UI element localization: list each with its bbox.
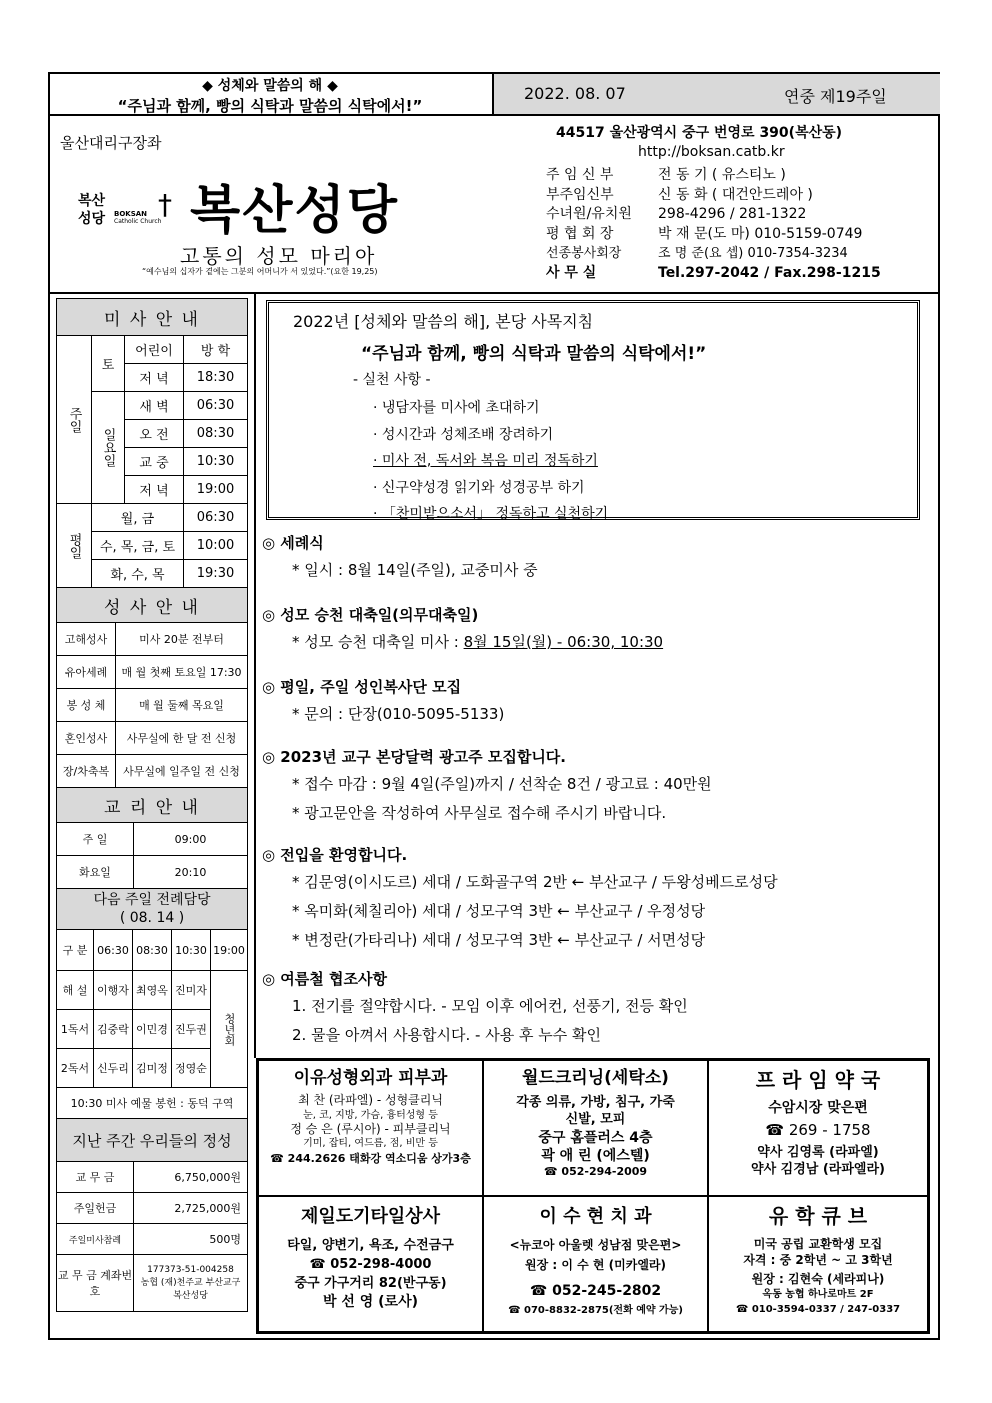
notice-assumption bbox=[262, 604, 926, 676]
sacrament-value: 사무실에 일주일 전 신청 bbox=[116, 755, 248, 788]
ad-line: ☎ 269 - 1758 bbox=[765, 1121, 871, 1140]
mass-name: 교 중 bbox=[125, 448, 184, 476]
offering-name: 교 무 금 bbox=[57, 1162, 134, 1193]
mass-name: 새 벽 bbox=[125, 392, 184, 420]
notice-summer bbox=[262, 968, 926, 1048]
ads-grid bbox=[256, 1058, 930, 1334]
ad-plastic-surgery bbox=[258, 1060, 483, 1196]
weekday-time: 19:30 bbox=[184, 560, 248, 588]
ad-line: 기미, 잡티, 여드름, 점, 비만 등 bbox=[303, 1138, 438, 1150]
ad-cleaning bbox=[483, 1060, 708, 1196]
liturgy-header: 10:30 bbox=[172, 930, 211, 971]
liturgy-person: 신두리 bbox=[94, 1049, 133, 1088]
liturgy-person: 이민경 bbox=[133, 1010, 172, 1049]
liturgy-date: ( 08. 14 ) bbox=[119, 910, 185, 926]
ad-name: 유 학 큐 브 bbox=[768, 1204, 868, 1228]
mass-time: 08:30 bbox=[184, 420, 248, 448]
ad-line: ☎ 052-294-2009 bbox=[543, 1165, 648, 1179]
ad-line: ☎ 010-3594-0337 / 247-0337 bbox=[735, 1303, 901, 1315]
ad-dental bbox=[483, 1196, 708, 1332]
offering-table bbox=[56, 1118, 248, 1312]
cross-icon: † bbox=[158, 188, 172, 221]
patron: 고통의 성모 마리아 bbox=[180, 244, 378, 268]
offering-value: 500명 bbox=[134, 1224, 248, 1255]
contact-value: 신 동 화 ( 대건안드레아 ) bbox=[658, 186, 813, 203]
contact-value: 298-4296 / 281-1322 bbox=[658, 206, 807, 222]
website-link[interactable]: http://boksan.catb.kr bbox=[638, 144, 785, 160]
liturgy-role: 해 설 bbox=[57, 971, 94, 1010]
notice-title: ◎ 세례식 bbox=[262, 534, 324, 552]
catechism-time: 20:10 bbox=[134, 856, 248, 889]
saturday-label: 토 bbox=[92, 336, 125, 392]
ad-line: 정 승 은 (루시아) - 피부클리닉 bbox=[290, 1121, 451, 1136]
notice-line: * 김문영(이시도르) 세대 / 도화골구역 2반 ← 부산교구 / 두왕성베드로성당 bbox=[292, 873, 778, 891]
ad-line: 자격 : 중 2학년 ~ 고 3학년 bbox=[743, 1252, 893, 1267]
liturgy-person: 이행자 bbox=[94, 971, 133, 1010]
ad-line: 약사 김영록 (라파엘) bbox=[757, 1144, 879, 1160]
masthead bbox=[50, 116, 938, 294]
pastoral-item: · 성시간과 성체조배 장려하기 bbox=[373, 426, 554, 443]
notice-baptism bbox=[262, 532, 926, 604]
ad-line: 원장 : 김현숙 (세라피나) bbox=[751, 1272, 885, 1287]
liturgy-header: 08:30 bbox=[133, 930, 172, 971]
notice-calendar-ads bbox=[262, 746, 926, 844]
contact-value: 박 재 문(도 마) 010-5159-0749 bbox=[658, 225, 863, 242]
liturgy-header: 06:30 bbox=[94, 930, 133, 971]
weekday-name: 월, 금 bbox=[92, 504, 184, 532]
liturgy-title bbox=[57, 889, 248, 930]
ad-line: 옥동 농협 하나로마트 2F bbox=[762, 1288, 874, 1300]
offering-value: 2,725,000원 bbox=[134, 1193, 248, 1224]
catechism-table bbox=[56, 787, 248, 889]
pastoral-item: · 냉담자를 미사에 초대하기 bbox=[373, 400, 540, 416]
logo bbox=[78, 190, 178, 232]
notice-title: ◎ 전입을 환영합니다. bbox=[262, 846, 408, 864]
weekday-label: 평일 bbox=[57, 504, 92, 588]
mass-title: 미 사 안 내 bbox=[57, 299, 248, 336]
ad-line: ☎ 052-298-4000 bbox=[309, 1257, 432, 1273]
ad-name: 월드크리닝(세탁소) bbox=[522, 1068, 669, 1088]
notice-line bbox=[292, 631, 926, 652]
mass-time: 10:30 bbox=[184, 448, 248, 476]
sunday-label: 주일 bbox=[57, 336, 92, 504]
sacrament-name: 장/차축복 bbox=[57, 755, 116, 788]
pastoral-item: · 신구약성경 읽기와 성경공부 하기 bbox=[373, 479, 585, 496]
logo-small-2: 성당 bbox=[78, 211, 106, 227]
sacrament-name: 봉 성 체 bbox=[57, 689, 116, 722]
liturgy-person: 진두권 bbox=[172, 1010, 211, 1049]
contact-row bbox=[546, 184, 936, 204]
sacrament-name: 고해성사 bbox=[57, 623, 116, 656]
account-line: 177373-51-004258 bbox=[147, 1264, 234, 1275]
banner-date-box bbox=[492, 74, 940, 114]
contact-role: 선종봉사회장 bbox=[546, 246, 622, 261]
youth-group: 청년회 bbox=[211, 971, 248, 1088]
offering-name: 주일헌금 bbox=[57, 1193, 134, 1224]
sacrament-value: 미사 20분 전부터 bbox=[116, 623, 248, 656]
contact-role: 부주임신부 bbox=[546, 186, 614, 203]
notice-line-label: * 성모 승천 대축일 미사 : bbox=[292, 633, 464, 651]
notice-title: ◎ 2023년 교구 본당달력 광고주 모집합니다. bbox=[262, 748, 566, 766]
banner bbox=[50, 74, 938, 116]
offering-title: 지난 주간 우리들의 정성 bbox=[57, 1119, 248, 1162]
ad-line: ☎ 052-245-2802 bbox=[529, 1282, 662, 1299]
pastoral-motto: “주님과 함께, 빵의 식탁과 말씀의 식탁에서!” bbox=[361, 344, 707, 364]
notice-welcome bbox=[262, 844, 926, 968]
contact-row bbox=[546, 242, 936, 262]
notice-line: * 접수 마감 : 9월 4일(주일)까지 / 선착순 8건 / 광고료 : 40만원 bbox=[292, 775, 712, 793]
ad-line: 눈, 코, 지방, 가슴, 흉터성형 등 bbox=[303, 1109, 438, 1121]
mass-name: 저 녁 bbox=[125, 476, 184, 504]
pastoral-item: · 「찬미받으소서」 정독하고 실천하기 bbox=[373, 506, 609, 522]
motto: “주님과 함께, 빵의 식탁과 말씀의 식탁에서!” bbox=[117, 97, 423, 115]
notice-title: ◎ 여름철 협조사항 bbox=[262, 970, 387, 988]
pastoral-items bbox=[373, 395, 608, 528]
sacrament-title: 성 사 안 내 bbox=[57, 588, 248, 623]
contact-row bbox=[546, 223, 936, 243]
liturgy-person: 진미자 bbox=[172, 971, 211, 1010]
ad-line: ☎ 244.2626 태화강 역소디움 상가3층 bbox=[270, 1152, 471, 1166]
notice-title: ◎ 평일, 주일 성인복사단 모집 bbox=[262, 678, 462, 696]
notice-line: 1. 전기를 절약합시다. - 모임 이후 에어컨, 선풍기, 전등 확인 bbox=[292, 997, 688, 1015]
mass-name: 저 녁 bbox=[125, 364, 184, 392]
contacts bbox=[546, 164, 936, 281]
ad-line: 각종 의류, 가방, 침구, 가죽 bbox=[516, 1095, 675, 1111]
notices bbox=[262, 532, 926, 1048]
liturgy-table bbox=[56, 888, 248, 1119]
ad-pharmacy bbox=[708, 1060, 928, 1196]
mass-time: 19:00 bbox=[184, 476, 248, 504]
notice-line: * 문의 : 단장(010-5095-5133) bbox=[292, 705, 505, 723]
sacrament-value: 매 월 둘째 목요일 bbox=[116, 689, 248, 722]
notice-line: * 변정란(가타리나) 세대 / 성모구역 3반 ← 부산교구 / 서면성당 bbox=[292, 931, 706, 949]
weekday-time: 10:00 bbox=[184, 532, 248, 560]
contact-row bbox=[546, 164, 936, 184]
diocese: 울산대리구장좌 bbox=[60, 134, 162, 152]
notice-altar-servers bbox=[262, 676, 926, 746]
liturgy-note: 10:30 미사 예물 봉헌 : 동덕 구역 bbox=[57, 1088, 248, 1119]
pastoral-subtitle: - 실천 사항 - bbox=[353, 372, 431, 388]
ad-line: <뉴코아 아울렛 성남점 맞은편> bbox=[509, 1238, 682, 1253]
catechism-title: 교 리 안 내 bbox=[57, 788, 248, 823]
column-divider bbox=[254, 292, 256, 1058]
contact-role: 평 협 회 장 bbox=[546, 225, 614, 242]
contact-value: Tel.297-2042 / Fax.298-1215 bbox=[658, 264, 881, 281]
sacrament-table bbox=[56, 587, 248, 788]
liturgy-person: 정영순 bbox=[172, 1049, 211, 1088]
account-label: 교 무 금 계좌번호 bbox=[57, 1255, 134, 1312]
contact-value: 전 동 기 ( 유스티노 ) bbox=[658, 167, 786, 183]
weekday-name: 화, 수, 목 bbox=[92, 560, 184, 588]
pastoral-title: 2022년 [성체와 말씀의 해], 본당 사목지침 bbox=[293, 312, 594, 331]
ad-name: 이유성형외과 피부과 bbox=[293, 1068, 448, 1088]
contact-value: 조 명 준(요 셉) 010-7354-3234 bbox=[658, 246, 848, 261]
quote: “예수님의 십자가 곁에는 그분의 어머니가 서 있었다.”(요한 19,25) bbox=[142, 267, 378, 276]
ad-line: 박 선 영 (로사) bbox=[322, 1294, 419, 1311]
contact-role: 수녀원/유치원 bbox=[546, 206, 632, 222]
sacrament-name: 유아세례 bbox=[57, 656, 116, 689]
ad-name: 프 라 임 약 국 bbox=[755, 1068, 881, 1092]
ad-line: 곽 애 린 (에스텔) bbox=[541, 1148, 650, 1165]
account-line: 복산성당 bbox=[173, 1290, 208, 1301]
notice-line: 2. 물을 아껴서 사용합시다. - 사용 후 누수 확인 bbox=[292, 1026, 601, 1044]
catechism-name: 화요일 bbox=[57, 856, 134, 889]
parish-name: 복산성당 bbox=[190, 181, 399, 241]
liturgy-title-text: 다음 주일 전례담당 bbox=[93, 892, 211, 908]
ad-line: 미국 공립 교환학생 모집 bbox=[753, 1237, 883, 1251]
account-line: 농협 (재)천주교 부산교구 bbox=[140, 1277, 241, 1288]
liturgical-week: 연중 제19주일 bbox=[784, 87, 887, 106]
liturgy-header: 구 분 bbox=[57, 930, 94, 971]
mass-name: 오 전 bbox=[125, 420, 184, 448]
notice-line: * 광고문안을 작성하여 사무실로 접수해 주시기 바랍니다. bbox=[292, 804, 667, 822]
notice-line: * 옥미화(체칠리아) 세대 / 성모구역 3반 ← 부산교구 / 우정성당 bbox=[292, 902, 706, 920]
ad-line: 원장 : 이 수 현 (미카엘라) bbox=[525, 1257, 666, 1272]
liturgy-person: 최영옥 bbox=[133, 971, 172, 1010]
sacrament-name: 혼인성사 bbox=[57, 722, 116, 755]
pastoral-item: · 미사 전, 독서와 복음 미리 정독하기 bbox=[373, 453, 598, 469]
ad-line: 신발, 모피 bbox=[565, 1111, 626, 1127]
offering-name: 주일미사참례 bbox=[57, 1224, 134, 1255]
liturgy-person: 김미정 bbox=[133, 1049, 172, 1088]
liturgy-header: 19:00 bbox=[211, 930, 248, 971]
weekday-name: 수, 목, 금, 토 bbox=[92, 532, 184, 560]
sacrament-value: 사무실에 한 달 전 신청 bbox=[116, 722, 248, 755]
contact-role: 주 임 신 부 bbox=[546, 167, 614, 183]
issue-date: 2022. 08. 07 bbox=[524, 84, 626, 103]
contact-row bbox=[546, 262, 936, 282]
mass-time: 06:30 bbox=[184, 392, 248, 420]
account-number bbox=[134, 1255, 248, 1312]
pastoral-box bbox=[266, 300, 920, 520]
mass-time: 18:30 bbox=[184, 364, 248, 392]
notice-title: ◎ 성모 승천 대축일(의무대축일) bbox=[262, 606, 479, 624]
ad-line: 수암시장 맞은편 bbox=[768, 1100, 868, 1116]
notice-line-date: 8월 15일(월) - 06:30, 10:30 bbox=[463, 633, 664, 651]
liturgy-role: 2독서 bbox=[57, 1049, 94, 1088]
year-theme: ◆ 성체와 말씀의 해 ◆ bbox=[202, 78, 338, 94]
catechism-time: 09:00 bbox=[134, 823, 248, 856]
offering-value: 6,750,000원 bbox=[134, 1162, 248, 1193]
ad-line: 중구 가구거리 82(반구동) bbox=[294, 1276, 447, 1292]
mass-name: 어린이 bbox=[125, 336, 184, 364]
ad-line: ☎ 070-8832-2875(전화 예약 가능) bbox=[508, 1304, 683, 1316]
sunday-day-label: 일요일 bbox=[92, 392, 125, 504]
weekday-time: 06:30 bbox=[184, 504, 248, 532]
address: 44517 울산광역시 중구 번영로 390(복산동) bbox=[556, 125, 843, 141]
ad-study-abroad bbox=[708, 1196, 928, 1332]
logo-en-1: BOKSAN bbox=[114, 210, 148, 218]
ad-line: 최 찬 (라파엘) - 성형클리닉 bbox=[298, 1093, 443, 1108]
ad-name: 제일도기타일상사 bbox=[300, 1206, 441, 1227]
contact-row bbox=[546, 203, 936, 223]
logo-small-1: 복산 bbox=[78, 193, 106, 209]
sacrament-value: 매 월 첫째 토요일 17:30 bbox=[116, 656, 248, 689]
ad-line: 약사 김경남 (라파엘라) bbox=[751, 1161, 885, 1177]
ad-line: 중구 홈플러스 4층 bbox=[538, 1129, 653, 1146]
logo-en-2: Catholic Church bbox=[114, 218, 162, 225]
mass-time: 방 학 bbox=[184, 336, 248, 364]
liturgy-person: 김중락 bbox=[94, 1010, 133, 1049]
ad-tile bbox=[258, 1196, 483, 1332]
notice-line: * 일시 : 8월 14일(주일), 교중미사 중 bbox=[292, 561, 538, 579]
left-column bbox=[56, 298, 248, 1312]
liturgy-role: 1독서 bbox=[57, 1010, 94, 1049]
ad-name: 이 수 현 치 과 bbox=[539, 1206, 652, 1227]
catechism-name: 주 일 bbox=[57, 823, 134, 856]
contact-role: 사 무 실 bbox=[546, 264, 597, 281]
banner-theme bbox=[50, 74, 490, 114]
ad-line: 타일, 양변기, 욕조, 수전금구 bbox=[287, 1238, 454, 1254]
mass-table bbox=[56, 298, 248, 588]
